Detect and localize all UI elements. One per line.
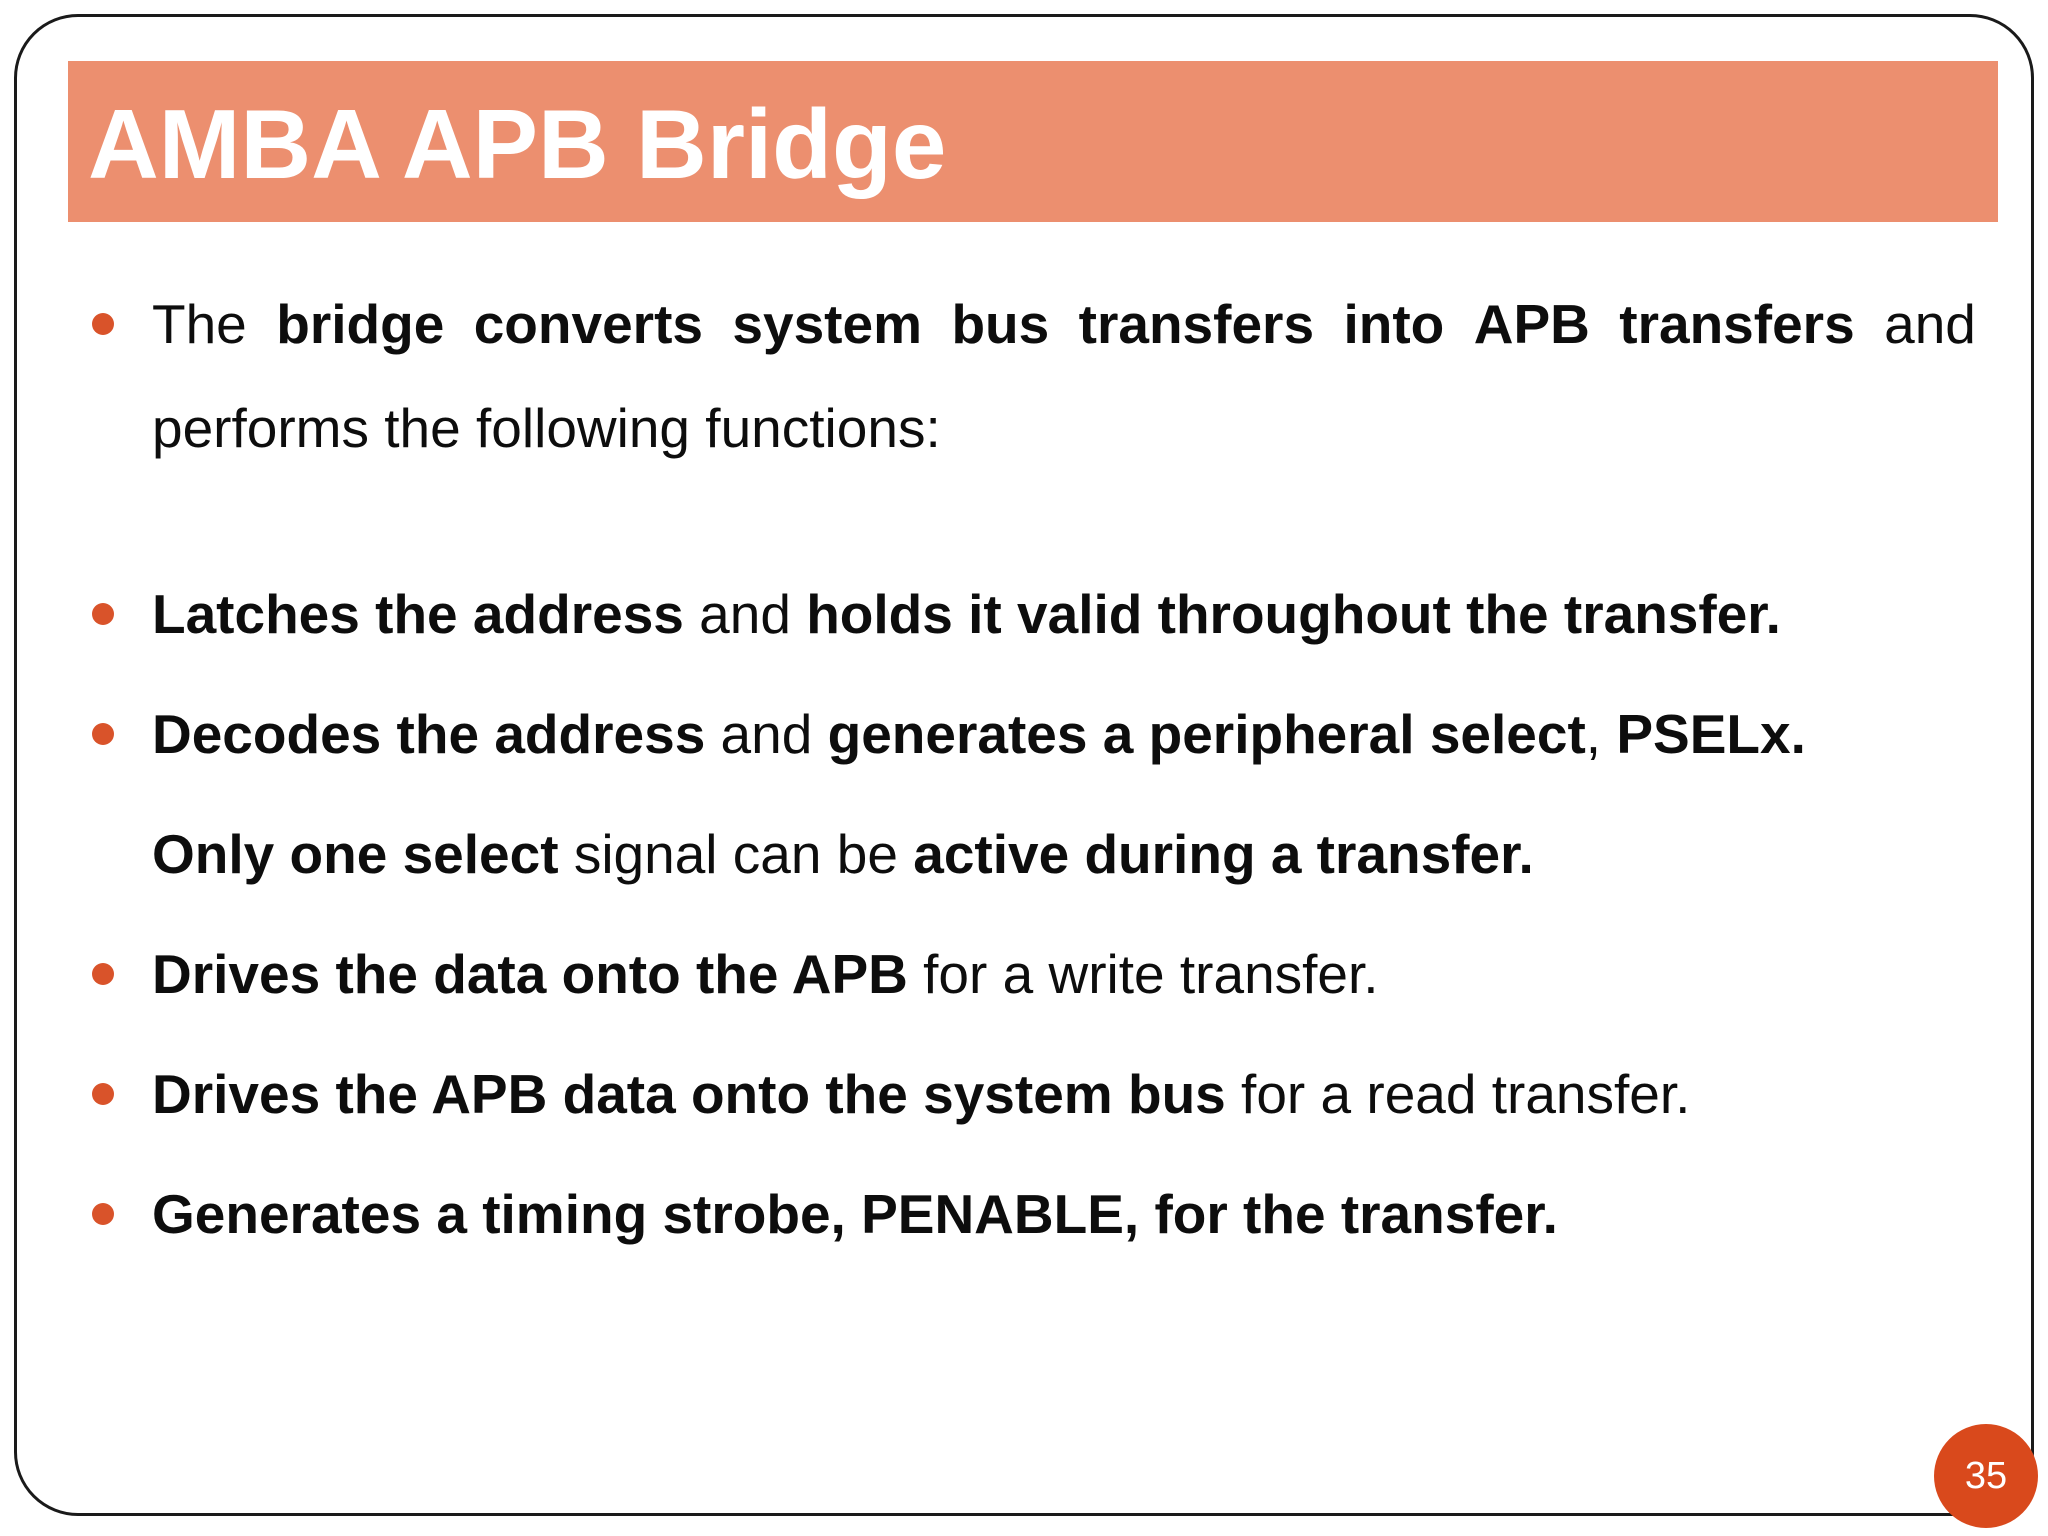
intro-word: into [1343, 293, 1445, 355]
plain-text: , [1585, 703, 1617, 765]
bold-text: generates a peripheral select [827, 703, 1586, 765]
function-decode-continued [152, 824, 1976, 884]
function-read [152, 1064, 1976, 1124]
title-bar [68, 61, 1998, 222]
plain-text: signal can be [558, 823, 914, 885]
bold-text: Decodes the address [152, 703, 706, 765]
bullet-dot [92, 313, 114, 335]
plain-text: and [705, 703, 828, 765]
bullet-dot [92, 963, 114, 985]
intro-line-1 [152, 294, 1976, 354]
bold-text: Drives the data onto the APB [152, 943, 908, 1005]
intro-line-2: performs the following functions: [152, 397, 941, 459]
bullet-dot [92, 1083, 114, 1105]
bold-text: Latches the address [152, 583, 684, 645]
function-decode [152, 704, 1976, 764]
function-write [152, 944, 1976, 1004]
slide-title: AMBA APB Bridge [88, 89, 947, 199]
intro-word: and [1884, 293, 1976, 355]
bold-text: Generates a timing strobe, PENABLE, for the transfer. [152, 1183, 1558, 1245]
intro-word: bridge [276, 293, 445, 355]
slide-frame [14, 14, 2034, 1516]
intro-word: The [152, 293, 247, 355]
intro-word: transfers [1619, 293, 1855, 355]
plain-text: and [683, 583, 807, 645]
intro-word: converts [473, 293, 703, 355]
bold-text: Drives the APB data onto the system bus [152, 1063, 1226, 1125]
bold-text: PSELx. [1616, 703, 1806, 765]
plain-text: for a read transfer. [1225, 1063, 1691, 1125]
bold-text: holds it valid throughout the transfer. [806, 583, 1781, 645]
intro-word: APB [1473, 293, 1590, 355]
function-latch [152, 584, 1976, 644]
intro-word: transfers [1078, 293, 1315, 355]
bold-text: Only one select [152, 823, 559, 885]
bullet-dot [92, 1203, 114, 1225]
intro-word: bus [951, 293, 1050, 355]
page-number-badge: 35 [1934, 1424, 2038, 1528]
plain-text: for a write transfer. [907, 943, 1379, 1005]
function-strobe [152, 1184, 1976, 1244]
bold-text: active during a transfer. [913, 823, 1534, 885]
bullet-dot [92, 723, 114, 745]
bullet-dot [92, 603, 114, 625]
intro-word: system [732, 293, 922, 355]
